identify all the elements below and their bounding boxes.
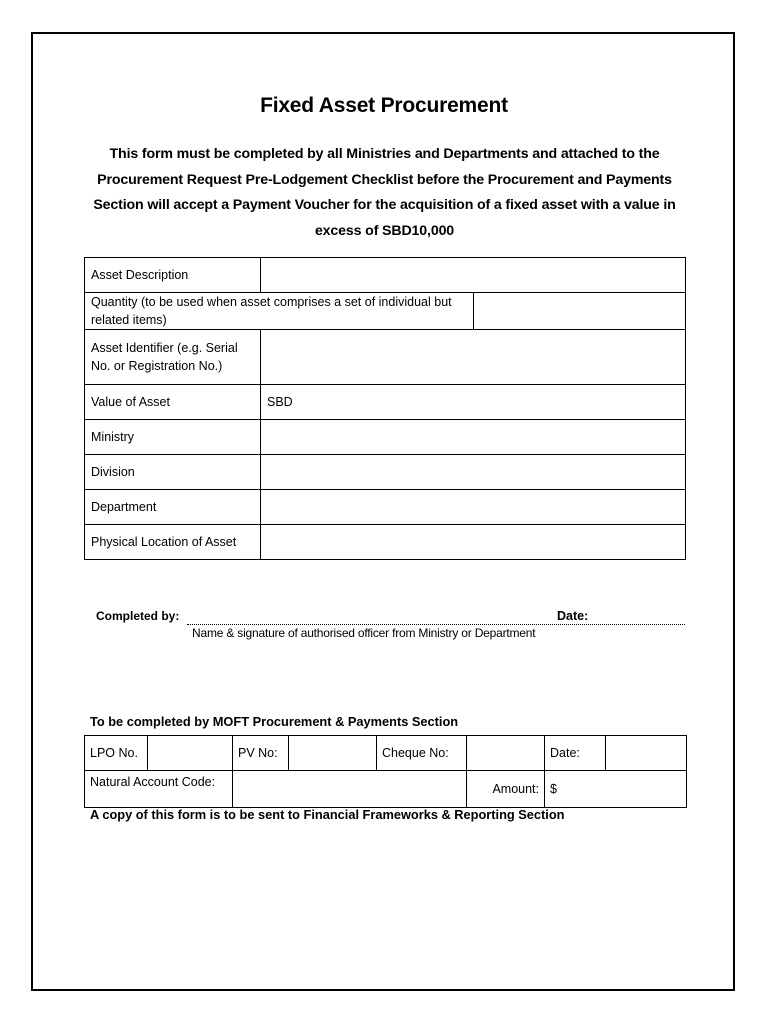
completed-date-line[interactable] — [600, 624, 685, 625]
table-row — [85, 771, 687, 808]
table-row — [85, 525, 686, 560]
asset-details-table — [84, 257, 686, 560]
ministry-field[interactable] — [261, 420, 686, 455]
completed-by-label: Completed by: — [96, 609, 180, 623]
table-row — [85, 330, 686, 385]
quantity-label: Quantity (to be used when asset comprises a set of individual but related items) — [85, 293, 474, 330]
asset-description-field[interactable] — [261, 258, 686, 293]
amount-label: Amount: — [467, 771, 545, 808]
table-row — [85, 455, 686, 490]
natural-account-code-field[interactable] — [233, 771, 467, 808]
division-label: Division — [85, 455, 261, 490]
table-row — [85, 420, 686, 455]
moft-section-heading: To be completed by MOFT Procurement & Payments Section — [90, 714, 459, 729]
moft-payment-table — [84, 735, 687, 808]
moft-date-label: Date: — [545, 736, 606, 771]
lpo-no-field[interactable] — [148, 736, 233, 771]
table-row — [85, 385, 686, 420]
quantity-field[interactable] — [473, 293, 686, 330]
department-label: Department — [85, 490, 261, 525]
department-field[interactable] — [261, 490, 686, 525]
division-field[interactable] — [261, 455, 686, 490]
asset-identifier-field[interactable] — [261, 330, 686, 385]
moft-date-field[interactable] — [606, 736, 687, 771]
asset-description-label: Asset Description — [85, 258, 261, 293]
ministry-label: Ministry — [85, 420, 261, 455]
cheque-no-field[interactable] — [467, 736, 545, 771]
completed-date-label: Date: — [557, 609, 589, 623]
completed-by-block — [84, 605, 686, 645]
pv-no-label: PV No: — [233, 736, 289, 771]
lpo-no-label: LPO No. — [85, 736, 148, 771]
pv-no-field[interactable] — [289, 736, 377, 771]
physical-location-label: Physical Location of Asset — [85, 525, 261, 560]
value-of-asset-label: Value of Asset — [85, 385, 261, 420]
signature-line[interactable] — [187, 624, 631, 625]
table-row — [85, 490, 686, 525]
amount-field[interactable]: $ — [545, 771, 687, 808]
table-row — [85, 258, 686, 293]
table-row — [85, 293, 686, 330]
asset-identifier-label: Asset Identifier (e.g. Serial No. or Registration No.) — [85, 330, 261, 385]
form-instructions: This form must be completed by all Ministries and Departments and attached to the Procurement Request Pre-Lodgement Checklist before the Procurement and Payments Section will accept a Payment Voucher for the acquisition of a fixed asset with a value in excess of SBD10,000 — [93, 146, 676, 239]
signature-caption: Name & signature of authorised officer from Ministry or Department — [192, 626, 536, 640]
physical-location-field[interactable] — [261, 525, 686, 560]
form-title: Fixed Asset Procurement — [260, 94, 508, 117]
value-of-asset-field[interactable]: SBD — [261, 385, 686, 420]
footer-note: A copy of this form is to be sent to Financial Frameworks & Reporting Section — [90, 807, 565, 822]
cheque-no-label: Cheque No: — [377, 736, 467, 771]
table-row — [85, 736, 687, 771]
natural-account-code-label: Natural Account Code: — [85, 771, 233, 808]
